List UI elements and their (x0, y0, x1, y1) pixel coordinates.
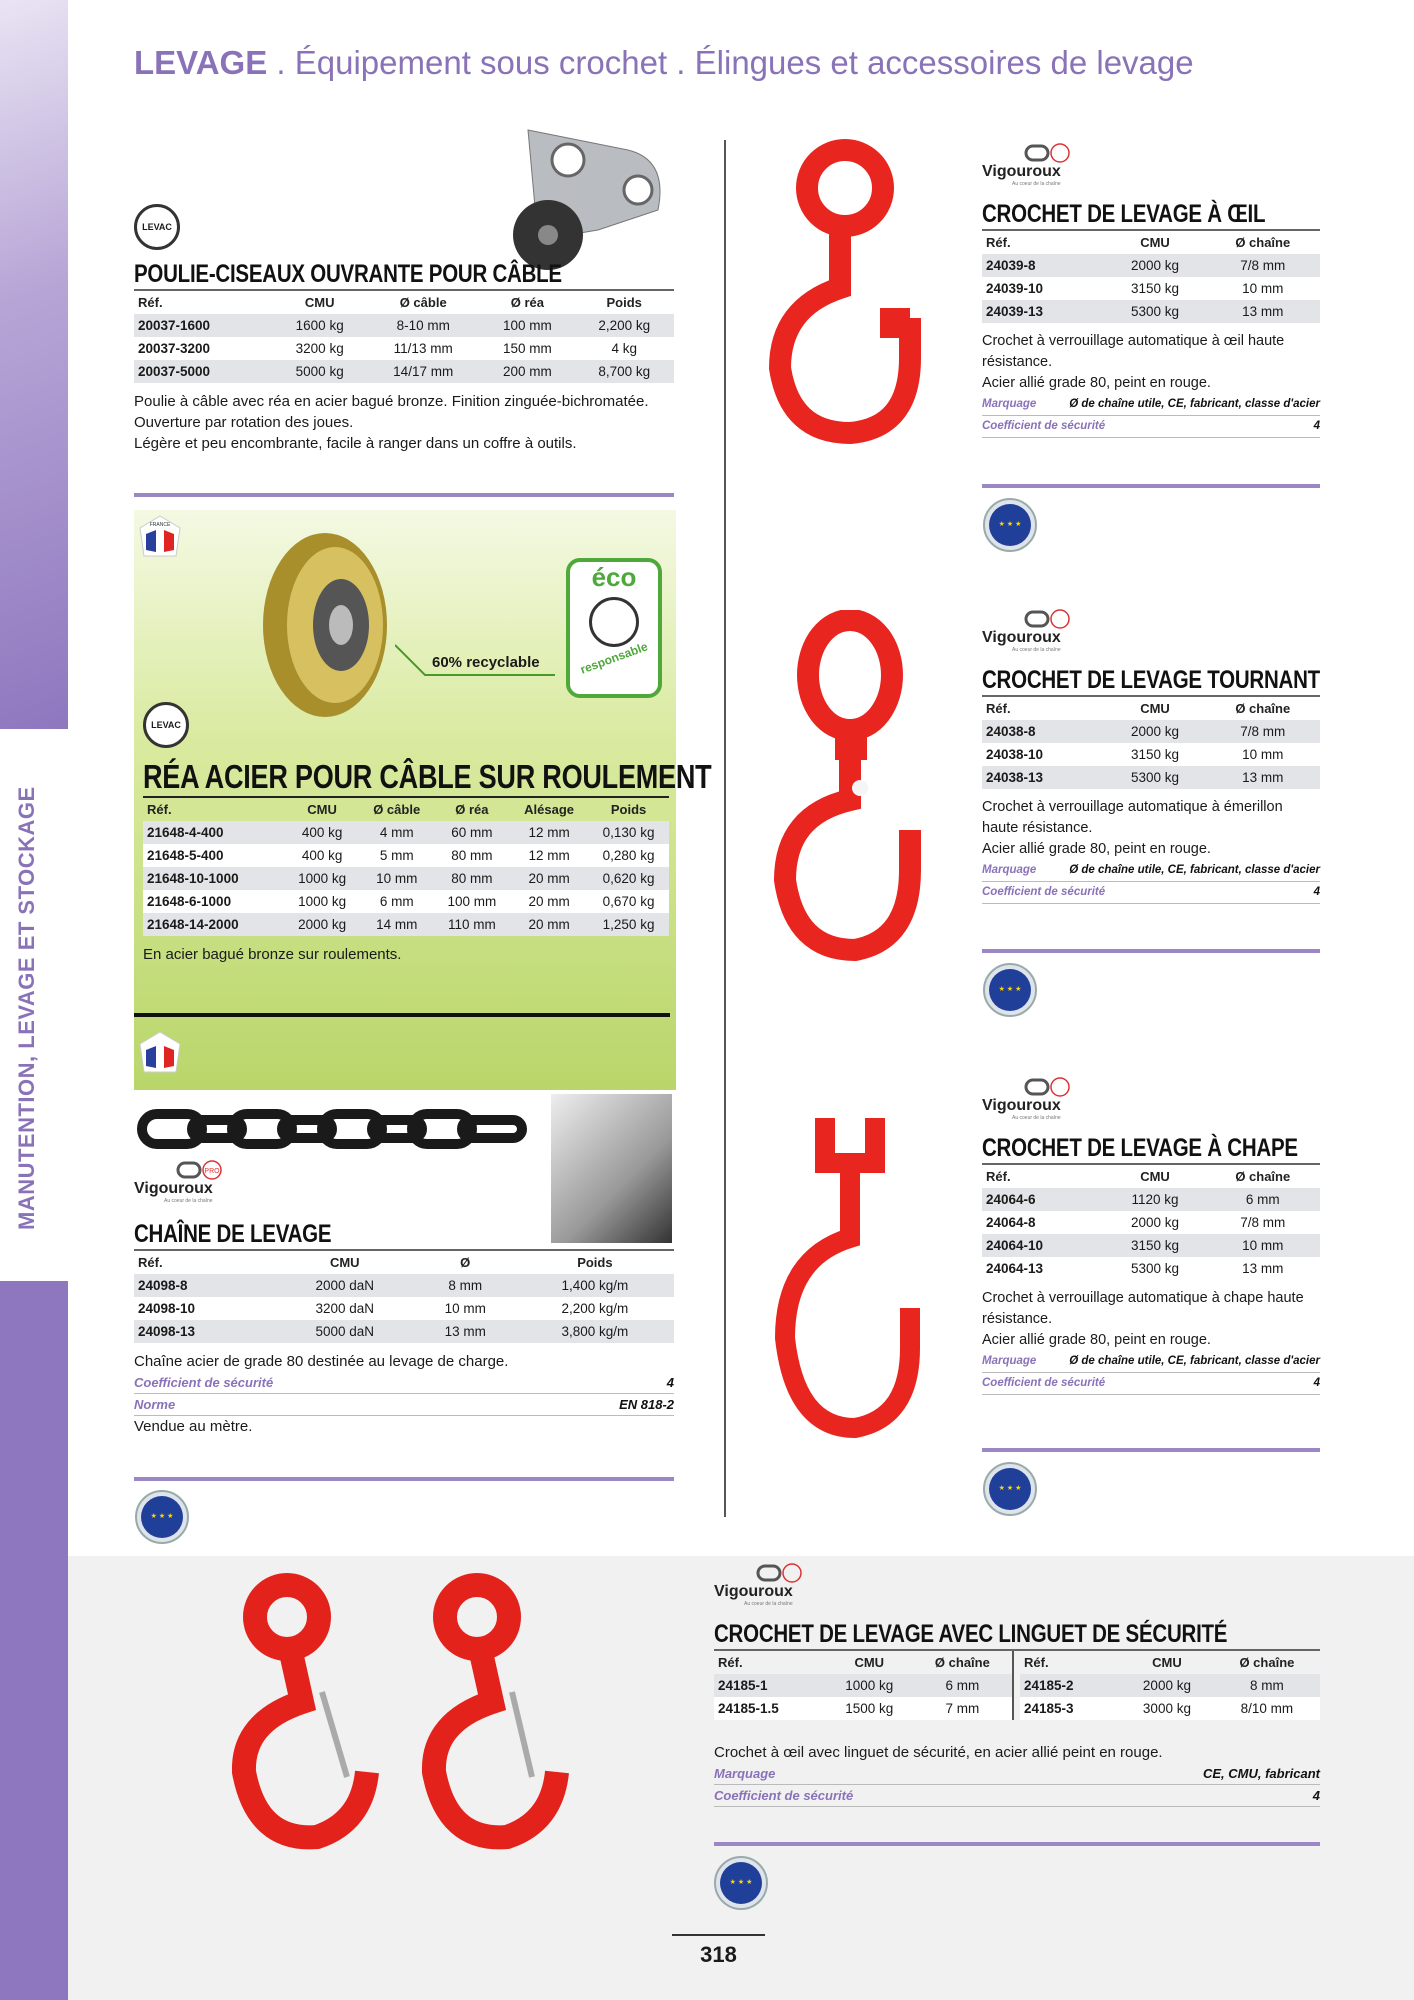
column-header: CMU (854, 1655, 885, 1670)
vigouroux-name: Vigouroux (982, 1097, 1061, 1114)
table-cell: 1000 kg (284, 890, 359, 913)
column-header: Réf. (986, 701, 1011, 716)
oeil-section (982, 200, 1320, 438)
section-divider (134, 1477, 674, 1481)
table-cell: 400 kg (284, 844, 359, 867)
page-number: 318 (672, 1934, 765, 1968)
spec-value: 4 (1313, 1377, 1320, 1389)
table-row (143, 821, 669, 844)
vigouroux-logo (714, 1563, 824, 1609)
table-cell: 1,250 kg (588, 913, 669, 936)
spec-key: Marquage (982, 864, 1037, 876)
table-cell: 24039-10 (982, 277, 1104, 300)
spec-row (134, 1394, 674, 1416)
desc-line: Acier allié grade 80, peint en rouge. (982, 841, 1211, 857)
spec-key: Coefficient de sécurité (982, 1377, 1106, 1389)
product-description (982, 331, 1320, 394)
table-cell: 5300 kg (1104, 766, 1205, 789)
levac-logo (143, 702, 189, 748)
column-header: CMU (307, 802, 337, 817)
rea-wheel-image (245, 528, 405, 723)
table-header-row (1020, 1651, 1320, 1674)
table-cell: 110 mm (434, 913, 510, 936)
column-header: Réf. (147, 802, 172, 817)
column-header: CMU (304, 295, 335, 310)
sidebar-decor-bottom (0, 1281, 68, 2000)
column-header: Réf. (986, 1169, 1011, 1184)
safety-latch-hooks-image (232, 1572, 607, 1862)
breadcrumb: . Équipement sous crochet . Élingues et accessoires de levage (267, 44, 1194, 81)
table-cell: 10 mm (1206, 1234, 1320, 1257)
section-divider (982, 1448, 1320, 1452)
vigouroux-logo-mark (176, 1160, 226, 1180)
table-row (982, 254, 1320, 277)
linguet-section (714, 1620, 1320, 1807)
table-cell: 200 mm (480, 360, 574, 383)
made-in-france-badge (136, 1028, 184, 1078)
table-cell: 0,620 kg (588, 867, 669, 890)
table-cell: 24064-10 (982, 1234, 1104, 1257)
table-header-row (982, 231, 1320, 254)
spec-key: Marquage (982, 1355, 1037, 1367)
table-cell: 1,400 kg/m (516, 1274, 674, 1297)
table-cell: 2,200 kg (574, 314, 674, 337)
table-cell: 3000 kg (1120, 1697, 1214, 1720)
table-cell: 24038-8 (982, 720, 1104, 743)
table-header-row (714, 1651, 1013, 1674)
table-cell: 8 mm (415, 1274, 516, 1297)
desc-line: Acier allié grade 80, peint en rouge. (982, 1332, 1211, 1348)
tournant-section (982, 666, 1320, 904)
vigouroux-logo (982, 143, 1092, 189)
spec-row (982, 416, 1320, 438)
table-cell: 2000 kg (1120, 1674, 1214, 1697)
table-row (134, 1274, 674, 1297)
table-cell: 7/8 mm (1206, 720, 1320, 743)
table-cell: 3200 daN (275, 1297, 415, 1320)
table-cell: 24039-8 (982, 254, 1104, 277)
table-cell: 20 mm (510, 890, 588, 913)
spec-value: Ø de chaîne utile, CE, fabricant, classe d'acier (1069, 864, 1320, 876)
poulie-table (134, 291, 674, 383)
table-cell: 5000 kg (273, 360, 366, 383)
column-header: Ø câble (373, 802, 421, 817)
section-divider (982, 484, 1320, 488)
column-header: Réf. (138, 295, 163, 310)
spec-value: 4 (1313, 420, 1320, 432)
table-cell: 24039-13 (982, 300, 1104, 323)
vigouroux-logo-mark (756, 1563, 806, 1583)
desc-line: Poulie à câble avec réa en acier bagué bronze. Finition zinguée-bichromatée. (134, 393, 649, 410)
table-row (134, 1297, 674, 1320)
table-cell: 20037-5000 (134, 360, 273, 383)
spec-value: 4 (1313, 886, 1320, 898)
table-header-row (134, 291, 674, 314)
table-cell: 8,700 kg (574, 360, 674, 383)
table-cell: 24185-2 (1020, 1674, 1120, 1697)
spec-value: 4 (666, 1375, 674, 1390)
table-row (982, 1211, 1320, 1234)
product-description: En acier bagué bronze sur roulements. (143, 946, 402, 963)
table-row (982, 1188, 1320, 1211)
table-row (1020, 1697, 1320, 1720)
table-cell: 3200 kg (273, 337, 366, 360)
vigouroux-tagline: Au coeur de la chaîne (1012, 1115, 1061, 1121)
vigouroux-logo (982, 1077, 1092, 1123)
column-header: Ø chaîne (1239, 1655, 1295, 1670)
table-row (982, 277, 1320, 300)
chaine-section (134, 1220, 674, 1437)
responsable-text: responsable (578, 639, 650, 677)
table-cell: 21648-14-2000 (143, 913, 284, 936)
eye-hook-image (760, 138, 925, 450)
table-cell: 1000 kg (826, 1674, 913, 1697)
linguet-table-left (714, 1651, 1014, 1720)
column-header: Ø câble (399, 295, 447, 310)
table-cell: 2000 kg (1104, 1211, 1205, 1234)
table-cell: 20 mm (510, 913, 588, 936)
table-row (982, 1257, 1320, 1280)
column-header: CMU (1140, 235, 1170, 250)
table-row (982, 1234, 1320, 1257)
table-cell: 1000 kg (284, 867, 359, 890)
chain-image (134, 1100, 539, 1158)
table-cell: 8/10 mm (1214, 1697, 1320, 1720)
table-row (134, 360, 674, 383)
spec-value: EN 818-2 (619, 1397, 674, 1412)
product-title: POULIE-CISEAUX OUVRANTE POUR CÂBLE (134, 260, 562, 288)
table-cell: 24098-13 (134, 1320, 275, 1343)
table-cell: 14/17 mm (366, 360, 480, 383)
column-header: Poids (606, 295, 642, 310)
table-cell: 24098-10 (134, 1297, 275, 1320)
table-cell: 20037-1600 (134, 314, 273, 337)
vigouroux-logo (134, 1160, 244, 1206)
table-cell: 24185-3 (1020, 1697, 1120, 1720)
spec-row (982, 1351, 1320, 1373)
eu-made-badge: ★ ★ ★ (135, 1490, 189, 1544)
product-title: CHAÎNE DE LEVAGE (134, 1220, 332, 1248)
table-row (714, 1674, 1013, 1697)
table-cell: 21648-4-400 (143, 821, 284, 844)
column-header: Réf. (986, 235, 1011, 250)
table-cell: 3150 kg (1104, 277, 1205, 300)
desc-line: Crochet à verrouillage automatique à œil haute résistance. (982, 333, 1285, 370)
table-cell: 4 kg (574, 337, 674, 360)
page-title (134, 44, 1194, 82)
vigouroux-name: Vigouroux (134, 1180, 213, 1197)
clevis-hook-image (760, 1108, 925, 1443)
table-cell: 13 mm (1206, 766, 1320, 789)
eu-made-badge: ★ ★ ★ (983, 498, 1037, 552)
vigouroux-name: Vigouroux (714, 1583, 793, 1600)
eu-made-badge: ★ ★ ★ (983, 1462, 1037, 1516)
column-header: CMU (1152, 1655, 1182, 1670)
table-cell: 24038-13 (982, 766, 1104, 789)
table-row (134, 314, 674, 337)
column-header: Ø (460, 1255, 471, 1270)
table-header-row (982, 1165, 1320, 1188)
vigouroux-logo-mark (1024, 609, 1074, 629)
table-row (134, 1320, 674, 1343)
section-divider (134, 493, 674, 497)
table-cell: 6 mm (913, 1674, 1013, 1697)
vigouroux-tagline: Au coeur de la chaîne (1012, 181, 1061, 187)
product-note: Vendue au mètre. (134, 1418, 253, 1435)
table-cell: 24064-13 (982, 1257, 1104, 1280)
table-row (143, 913, 669, 936)
table-cell: 21648-5-400 (143, 844, 284, 867)
table-cell: 100 mm (480, 314, 574, 337)
table-cell: 2000 daN (275, 1274, 415, 1297)
sidebar-section-label: MANUTENTION, LEVAGE ET STOCKAGE (14, 786, 39, 1230)
column-header: Ø réa (510, 295, 544, 310)
table-header-row (134, 1251, 674, 1274)
france-text: FRANCE (149, 522, 171, 528)
vigouroux-logo (982, 609, 1092, 655)
table-row (982, 720, 1320, 743)
spec-value: CE, CMU, fabricant (1202, 1766, 1320, 1781)
spec-row (714, 1785, 1320, 1807)
column-header: Poids (610, 802, 647, 817)
table-row (982, 766, 1320, 789)
spec-value: Ø de chaîne utile, CE, fabricant, classe d'acier (1069, 1355, 1320, 1367)
vigouroux-tagline: Au coeur de la chaîne (1012, 647, 1061, 653)
desc-line: Crochet à verrouillage automatique à émerillon haute résistance. (982, 799, 1283, 836)
product-description (982, 797, 1320, 860)
column-header: CMU (1140, 701, 1170, 716)
spec-value: Ø de chaîne utile, CE, fabricant, classe d'acier (1069, 398, 1320, 410)
tournant-table (982, 697, 1320, 789)
table-cell: 7/8 mm (1206, 1211, 1320, 1234)
table-cell: 14 mm (360, 913, 434, 936)
rea-section (143, 758, 712, 965)
column-header: Poids (577, 1255, 613, 1270)
table-cell: 5300 kg (1104, 300, 1205, 323)
chaine-table (134, 1251, 674, 1343)
eco-responsable-badge (566, 558, 662, 698)
column-header: Ø réa (455, 802, 489, 817)
section-divider (134, 1013, 670, 1017)
globe-icon (589, 597, 639, 647)
made-in-france-badge (136, 512, 184, 562)
table-cell: 24185-1.5 (714, 1697, 826, 1720)
table-row (982, 300, 1320, 323)
table-cell: 13 mm (1206, 1257, 1320, 1280)
table-cell: 10 mm (360, 867, 434, 890)
table-cell: 3150 kg (1104, 1234, 1205, 1257)
sidebar-decor-top (0, 0, 68, 729)
column-header: Ø chaîne (934, 1655, 990, 1670)
table-cell: 60 mm (434, 821, 510, 844)
table-cell: 20 mm (510, 867, 588, 890)
table-cell: 8-10 mm (366, 314, 480, 337)
table-cell: 13 mm (1206, 300, 1320, 323)
table-cell: 24038-10 (982, 743, 1104, 766)
table-cell: 21648-6-1000 (143, 890, 284, 913)
chape-table (982, 1165, 1320, 1280)
table-cell: 3150 kg (1104, 743, 1205, 766)
product-title: CROCHET DE LEVAGE À CHAPE (982, 1134, 1298, 1162)
vigouroux-tagline: Au coeur de la chaîne (164, 1198, 213, 1204)
table-cell: 24064-6 (982, 1188, 1104, 1211)
spec-key: Coefficient de sécurité (714, 1788, 854, 1803)
product-title: CROCHET DE LEVAGE AVEC LINGUET DE SÉCURITÉ (714, 1620, 1228, 1648)
recyclable-label: 60% recyclable (432, 654, 540, 671)
column-divider (724, 140, 726, 1517)
table-cell: 12 mm (510, 844, 588, 867)
vigouroux-logo-mark (1024, 1077, 1074, 1097)
pulley-scissor-image (508, 120, 673, 270)
poulie-section (134, 260, 674, 454)
table-cell: 2000 kg (284, 913, 359, 936)
spec-row (982, 860, 1320, 882)
table-cell: 80 mm (434, 867, 510, 890)
table-cell: 10 mm (415, 1297, 516, 1320)
table-cell: 8 mm (1214, 1674, 1320, 1697)
table-row (714, 1697, 1013, 1720)
table-cell: 0,280 kg (588, 844, 669, 867)
table-cell: 0,670 kg (588, 890, 669, 913)
column-header: Alésage (524, 802, 575, 817)
table-cell: 6 mm (360, 890, 434, 913)
product-description (982, 1288, 1320, 1351)
section-divider (714, 1842, 1320, 1846)
table-cell: 6 mm (1206, 1188, 1320, 1211)
table-cell: 100 mm (434, 890, 510, 913)
table-cell: 10 mm (1206, 743, 1320, 766)
spec-key: Coefficient de sécurité (982, 886, 1106, 898)
swivel-hook-image (760, 610, 925, 965)
table-cell: 20037-3200 (134, 337, 273, 360)
table-cell: 1500 kg (826, 1697, 913, 1720)
table-cell: 2000 kg (1104, 720, 1205, 743)
table-cell: 12 mm (510, 821, 588, 844)
table-cell: 11/13 mm (366, 337, 480, 360)
table-row (134, 337, 674, 360)
spec-key: Marquage (982, 398, 1037, 410)
eu-made-badge: ★ ★ ★ (983, 963, 1037, 1017)
table-cell: 1120 kg (1104, 1188, 1205, 1211)
column-header: CMU (329, 1255, 360, 1270)
svg-text:PRO: PRO (204, 1168, 220, 1175)
levac-logo-text: LEVAC (142, 222, 172, 232)
table-cell: 150 mm (480, 337, 574, 360)
product-description (134, 391, 674, 454)
table-row (143, 890, 669, 913)
table-cell: 4 mm (360, 821, 434, 844)
spec-value: 4 (1312, 1788, 1320, 1803)
oeil-table (982, 231, 1320, 323)
vigouroux-name: Vigouroux (982, 163, 1061, 180)
table-cell: 21648-10-1000 (143, 867, 284, 890)
table-cell: 1600 kg (273, 314, 366, 337)
spec-key: Marquage (714, 1766, 776, 1781)
column-header: Réf. (138, 1255, 163, 1270)
linguet-table-right (1020, 1651, 1320, 1720)
eco-text: éco (591, 562, 637, 592)
vigouroux-tagline: Au coeur de la chaîne (744, 1601, 793, 1607)
spec-row (714, 1763, 1320, 1785)
table-header-row (982, 697, 1320, 720)
levac-logo-text: LEVAC (151, 720, 181, 730)
table-cell: 10 mm (1206, 277, 1320, 300)
desc-line: Légère et peu encombrante, facile à ranger dans un coffre à outils. (134, 435, 577, 452)
column-header: Ø chaîne (1235, 235, 1291, 250)
column-header: Réf. (718, 1655, 743, 1670)
table-cell: 5000 daN (275, 1320, 415, 1343)
table-cell: 24064-8 (982, 1211, 1104, 1234)
spec-row (982, 394, 1320, 416)
spec-key: Coefficient de sécurité (982, 420, 1106, 432)
column-header: CMU (1140, 1169, 1170, 1184)
column-header: Ø chaîne (1235, 1169, 1291, 1184)
chape-section (982, 1134, 1320, 1395)
table-cell: 0,130 kg (588, 821, 669, 844)
desc-line: Crochet à verrouillage automatique à chape haute résistance. (982, 1290, 1304, 1327)
table-row (143, 844, 669, 867)
table-cell: 80 mm (434, 844, 510, 867)
table-cell: 7/8 mm (1206, 254, 1320, 277)
table-cell: 400 kg (284, 821, 359, 844)
table-cell: 24185-1 (714, 1674, 826, 1697)
product-title: CROCHET DE LEVAGE À ŒIL (982, 200, 1266, 228)
spec-row (982, 882, 1320, 904)
product-title: RÉA ACIER POUR CÂBLE SUR ROULEMENT (143, 758, 712, 795)
table-row (143, 867, 669, 890)
table-cell: 13 mm (415, 1320, 516, 1343)
table-row (1020, 1674, 1320, 1697)
section-divider (982, 949, 1320, 953)
table-cell: 7 mm (913, 1697, 1013, 1720)
spec-key: Coefficient de sécurité (134, 1375, 274, 1390)
desc-line: Ouverture par rotation des joues. (134, 414, 354, 431)
spec-row (134, 1372, 674, 1394)
spec-row (982, 1373, 1320, 1395)
column-header: Réf. (1024, 1655, 1049, 1670)
table-cell: 24098-8 (134, 1274, 275, 1297)
table-header-row (143, 798, 669, 821)
table-cell: 5 mm (360, 844, 434, 867)
vigouroux-name: Vigouroux (982, 629, 1061, 646)
table-row (982, 743, 1320, 766)
desc-line: Acier allié grade 80, peint en rouge. (982, 375, 1211, 391)
table-cell: 5300 kg (1104, 1257, 1205, 1280)
table-cell: 2,200 kg/m (516, 1297, 674, 1320)
vigouroux-logo-mark (1024, 143, 1074, 163)
rea-table (143, 798, 669, 936)
product-title: CROCHET DE LEVAGE TOURNANT (982, 666, 1320, 694)
spec-key: Norme (134, 1397, 176, 1412)
product-description: Crochet à œil avec linguet de sécurité, en acier allié peint en rouge. (714, 1744, 1163, 1761)
eu-made-badge: ★ ★ ★ (714, 1856, 768, 1910)
product-description: Chaîne acier de grade 80 destinée au levage de charge. (134, 1353, 509, 1370)
column-header: Ø chaîne (1235, 701, 1291, 716)
table-cell: 2000 kg (1104, 254, 1205, 277)
table-cell: 3,800 kg/m (516, 1320, 674, 1343)
category: LEVAGE (134, 44, 268, 81)
levac-logo (134, 204, 180, 250)
